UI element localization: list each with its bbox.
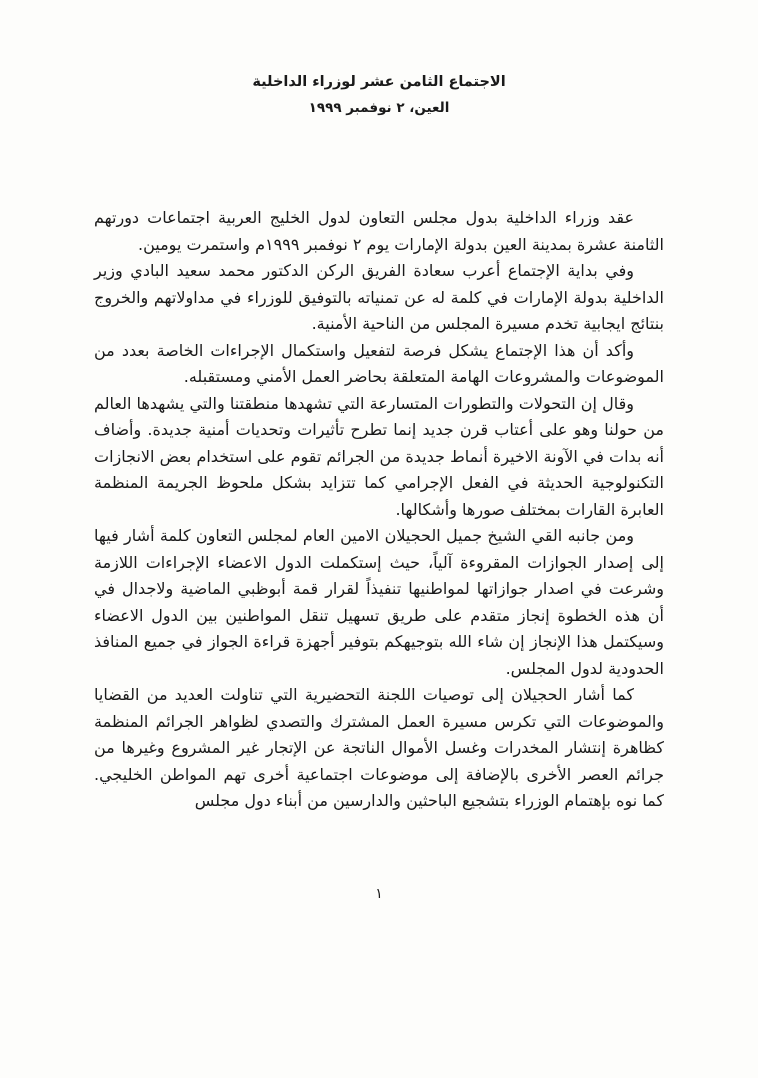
document-body: [94, 205, 664, 815]
document-title: الاجتماع الثامن عشر لوزراء الداخلية: [252, 74, 506, 90]
title-block: [0, 72, 758, 116]
paragraph: كما أشار الحجيلان إلى توصيات اللجنة التحضيرية التي تناولت العديد من القضايا والموضوعات التي تكرس مسيرة العمل المشترك والتصدي لظواهر الجرائم المنظمة كظاهرة إنتشار المخدرات وغسل الأموال الناتجة عن الإتجار غير المشروع وغيرها من جرائم العصر الأخرى بالإضافة إلى موضوعات اجتماعية أخرى تهم المواطن الخليجي. كما نوه بإهتمام الوزراء بتشجيع الباحثين والدارسين من أبناء دول مجلس: [94, 685, 664, 810]
document-date: العين، ٢ نوفمبر ١٩٩٩: [308, 100, 450, 117]
page-number: ١: [375, 886, 383, 902]
paragraph: وأكد أن هذا الإجتماع يشكل فرصة لتفعيل واستكمال الإجراءات الخاصة بعدد من الموضوعات والمشروعات الهامة المتعلقة بحاضر العمل الأمني ومستقبله.: [94, 340, 664, 386]
paragraph: وقال إن التحولات والتطورات المتسارعة التي تشهدها منطقتنا والتي يشهدها العالم من حولنا وهو على أعتاب قرن جديد إنما تطرح تأثيرات وتحديات أمنية جديدة. وأضاف أنه بدات في الآونة الاخيرة أنماط جديدة من الجرائم تقوم على استخدام بعض الانجازات التكنولوجية الحديثة في الفعل الإجرامي كما تتزايد بشكل ملحوظ الجريمة المنظمة العابرة القارات بمختلف صورها وأشكالها.: [94, 393, 664, 519]
paragraph: عقد وزراء الداخلية بدول مجلس التعاون لدول الخليج العربية اجتماعات دورتهم الثامنة عشرة بمدينة العين بدولة الإمارات يوم ٢ نوفمبر ١٩٩٩م واستمرت يومين.: [94, 208, 664, 254]
paragraph: ومن جانبه القي الشيخ جميل الحجيلان الامين العام لمجلس التعاون كلمة أشار فيها إلى إصدار الجوازات المقروءة آلياً، حيث إستكملت الدول الاعضاء الإجراءات اللازمة وشرعت في اصدار جوازاتها لمواطنيها تنفيذاً لقرار قمة أبوظبي الماضية ولاجدال في أن هذه الخطوة إنجاز متقدم على طريق تسهيل تنقل المواطنين بين الدول الاعضاء وسيكتمل هذا الإنجاز إن شاء الله بتوجيهكم بتوفير أجهزة قراءة الجواز في جميع المنافذ الحدودية لدول المجلس.: [94, 526, 664, 678]
paragraph: وفي بداية الإجتماع أعرب سعادة الفريق الركن الدكتور محمد سعيد البادي وزير الداخلية بدولة الإمارات في كلمة له عن تمنياته بالتوفيق للوزراء في مداولاتهم والخروج بنتائج ايجابية تخدم مسيرة المجلس من الناحية الأمنية.: [94, 261, 664, 333]
